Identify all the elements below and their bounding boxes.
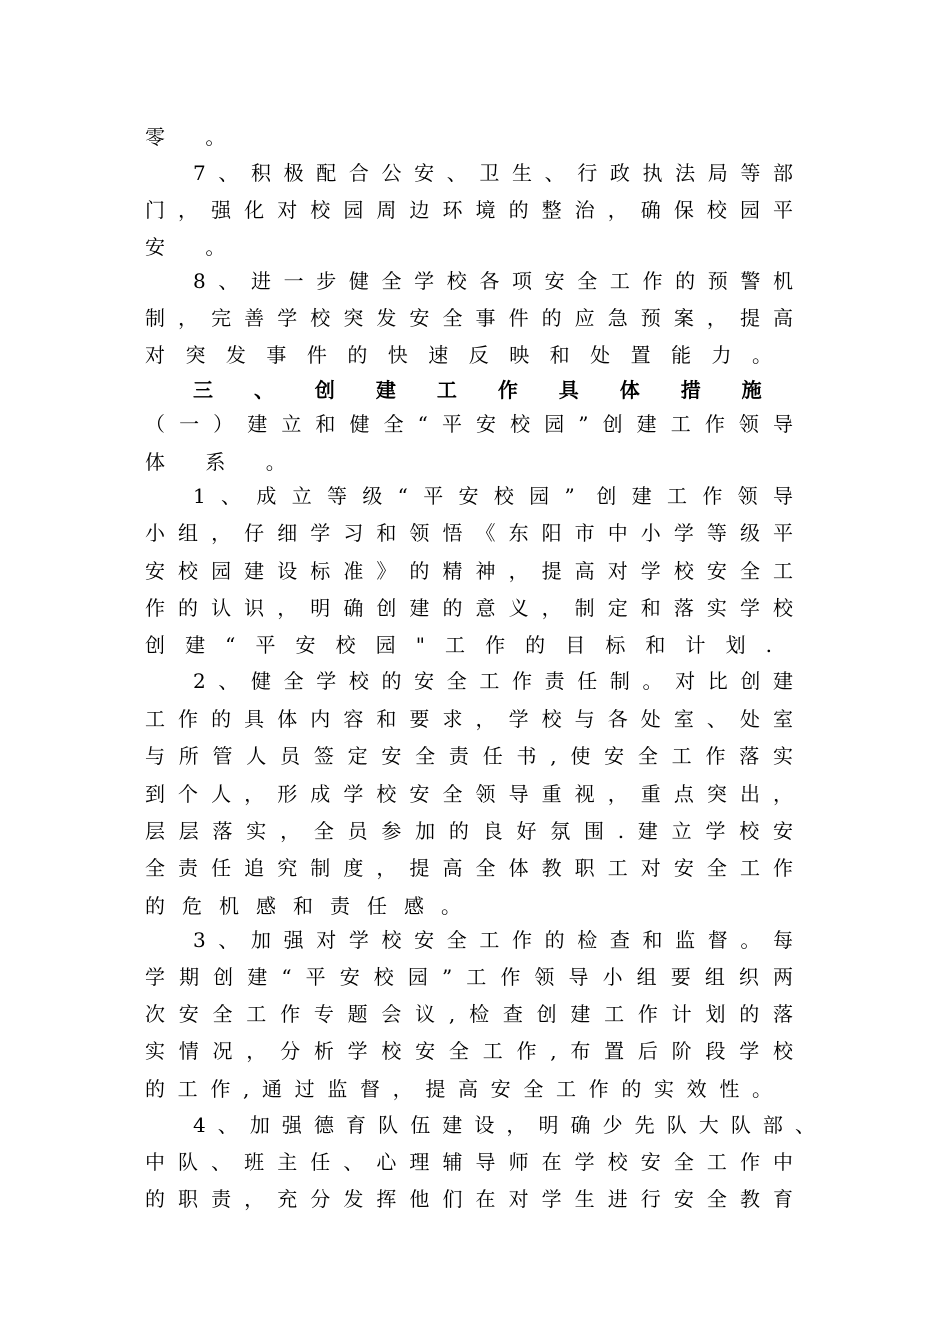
paragraph-line: 制，完善学校突发安全事件的应急预案，提高 — [145, 306, 793, 330]
paragraph-line: 中队、班主任、心理辅导师在学校安全工作中 — [145, 1150, 793, 1174]
paragraph-line: 7、积极配合公安、卫生、行政执法局等部 — [193, 161, 793, 185]
paragraph-line: 门，强化对校园周边环境的整治，确保校园平 — [145, 198, 793, 222]
section-heading: 三 、 创 建 工 作 具 体 措 施 — [193, 378, 779, 402]
paragraph-line: 的工作,通过监督，提高安全工作的实效性。 — [145, 1077, 772, 1101]
paragraph-line: 4、加强德育队伍建设，明确少先队大队部、 — [193, 1113, 815, 1137]
paragraph-line: 安校园建设标准》的精神，提高对学校安全工 — [145, 559, 793, 583]
paragraph-line: 全责任追究制度，提高全体教职工对安全工作 — [145, 856, 793, 880]
paragraph-line: （一）建立和健全“平安校园”创建工作领导 — [145, 412, 793, 436]
paragraph-line: 创建“平安校园"工作的目标和计划. — [145, 633, 772, 657]
paragraph-line: 安 。 — [145, 235, 243, 259]
paragraph-line: 对突发事件的快速反映和处置能力。 — [145, 343, 772, 367]
paragraph-line: 的危机感和责任感。 — [145, 894, 478, 918]
paragraph-line: 层层落实，全员参加的良好氛围.建立学校安 — [145, 819, 793, 843]
paragraph-line: 小组，仔细学习和领悟《东阳市中小学等级平 — [145, 521, 793, 545]
paragraph-line: 实情况，分析学校安全工作,布置后阶段学校 — [145, 1039, 793, 1063]
paragraph-line: 工作的具体内容和要求，学校与各处室、处室 — [145, 707, 793, 731]
paragraph-line: 次安全工作专题会议,检查创建工作计划的落 — [145, 1002, 793, 1026]
paragraph-line: 的职责，充分发挥他们在对学生进行安全教育 — [145, 1187, 793, 1211]
paragraph-line: 与所管人员签定安全责任书,使安全工作落实 — [145, 744, 793, 768]
paragraph-line: 体 系 。 — [145, 450, 303, 474]
paragraph-line: 学期创建“平安校园”工作领导小组要组织两 — [145, 965, 793, 989]
paragraph-line: 2、健全学校的安全工作责任制。对比创建 — [193, 669, 793, 693]
paragraph-line: 零 。 — [145, 125, 243, 149]
paragraph-line: 到个人，形成学校安全领导重视，重点突出， — [145, 782, 793, 806]
paragraph-line: 3、加强对学校安全工作的检查和监督。每 — [193, 928, 793, 952]
paragraph-line: 8、进一步健全学校各项安全工作的预警机 — [193, 269, 793, 293]
paragraph-line: 作的认识，明确创建的意义，制定和落实学校 — [145, 596, 793, 620]
paragraph-line: 1、成立等级“平安校园” 创建工作领导 — [193, 484, 793, 508]
